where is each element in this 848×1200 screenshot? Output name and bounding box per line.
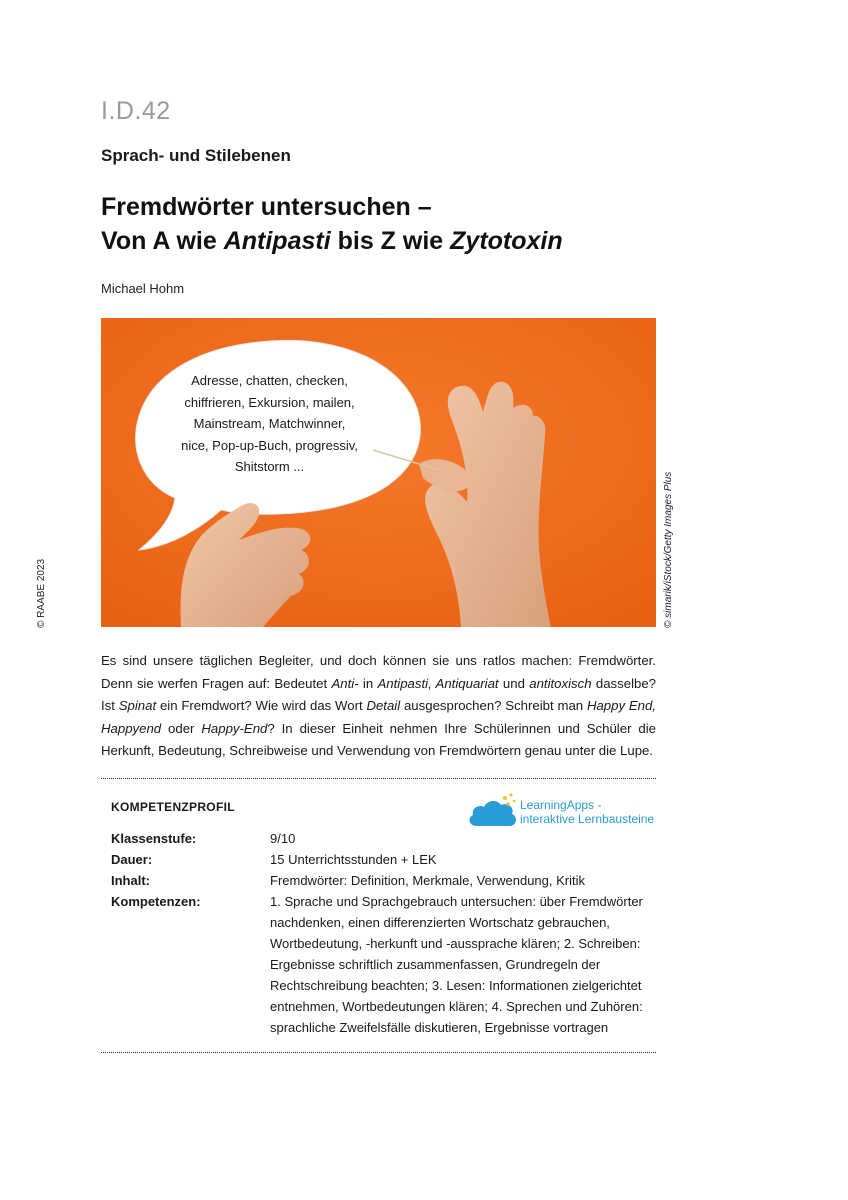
bubble-text	[167, 370, 372, 478]
intro-italic: Detail	[366, 698, 401, 713]
bubble-line: Shitstorm ...	[234, 459, 305, 474]
logo-text	[520, 798, 654, 826]
intro-text: dasselbe? Ist	[101, 675, 657, 713]
section-heading: Sprach- und Stilebenen	[101, 146, 291, 165]
intro-text: ausgesprochen? Schreibt man	[400, 698, 587, 713]
intro-text: ? In dieser Einheit nehmen Ihre Schülerinnen und Schüler die Herkunft, Bedeutung, Schreibweise und Verwendung von Fremdwörtern genau unter die Lupe.	[101, 720, 656, 758]
intro-text: ein Fremdwort? Wie wird das Wort	[156, 698, 367, 713]
intro-italic: Happy-End	[201, 720, 268, 736]
intro-italic: Antipasti, Antiquariat	[377, 675, 499, 691]
intro-italic: Anti-	[331, 675, 359, 691]
intro-text: und	[498, 675, 530, 691]
title-line-1: Fremdwörter untersuchen –	[101, 193, 432, 221]
kompetenzprofil-title: KOMPETENZPROFIL	[111, 800, 235, 814]
intro-text: Es sind unsere täglichen Begleiter, und doch können sie uns ratlos machen: Fremdwörter. Denn sie werfen Fragen auf: Bedeutet	[101, 653, 656, 691]
bubble-line: chiffrieren, Exkursion, mailen,	[184, 394, 355, 410]
divider-top	[101, 778, 656, 779]
author: Michael Hohm	[101, 281, 185, 296]
bubble-line: Adresse, chatten, checken,	[191, 373, 348, 388]
intro-italic: Spinat	[118, 698, 157, 713]
kp-value: 15 Unterrichtsstunden + LEK	[270, 852, 437, 867]
intro-text: in	[358, 675, 378, 691]
kp-label: Klassenstufe:	[111, 831, 197, 846]
intro-italic: antitoxisch	[529, 675, 592, 691]
intro-text: oder	[161, 720, 202, 736]
copyright-notice: © RAABE 2023	[36, 558, 47, 628]
kp-label: Kompetenzen:	[111, 894, 201, 909]
title-line-2	[101, 224, 563, 258]
divider-bottom	[101, 1052, 656, 1053]
photo-credit: © simarik/iStock/Getty Images Plus	[663, 471, 674, 628]
title-part-b: Antipasti	[223, 227, 331, 255]
title-part-a: Von A wie	[101, 227, 224, 255]
kp-value: Fremdwörter: Definition, Merkmale, Verwendung, Kritik	[270, 873, 586, 888]
page-title	[101, 190, 563, 258]
title-part-d: Zytotoxin	[450, 227, 563, 255]
unit-code: I.D.42	[101, 97, 171, 125]
bubble-line: Mainstream, Matchwinner,	[193, 416, 346, 431]
cloud-icon	[467, 790, 519, 832]
kp-value: 9/10	[270, 831, 296, 846]
kp-value: 1. Sprache und Sprachgebrauch untersuchen: über Fremdwörter nachdenken, einen differenzierten Wortschatz gebrauchen, Wortbedeutung, -herkunft und -aussprache klären; 2. Schreiben: Ergebnisse schriftlich zusammenfassen, Grundregeln der Rechtschreibung beachten; 3. Lesen: Informationen zielgerichtet entnehmen, Wortbedeutungen klären; 4. Sprechen und Zuhören: sprachliche Zweifelsfälle diskutieren, Ergebnisse vortragen	[270, 894, 643, 1035]
title-part-c: bis Z wie	[330, 227, 451, 255]
learningapps-logo	[467, 790, 657, 832]
kp-label: Dauer:	[111, 852, 153, 867]
cover-photo	[101, 318, 656, 627]
intro-italic: Happy End, Happyend	[101, 698, 656, 736]
logo-line-1: LearningApps -	[520, 798, 602, 812]
logo-line-2: interaktive Lernbausteine	[520, 812, 655, 826]
bubble-line: nice, Pop-up-Buch, progressiv,	[181, 437, 358, 453]
kp-label: Inhalt:	[111, 873, 150, 888]
intro-paragraph	[101, 650, 656, 763]
